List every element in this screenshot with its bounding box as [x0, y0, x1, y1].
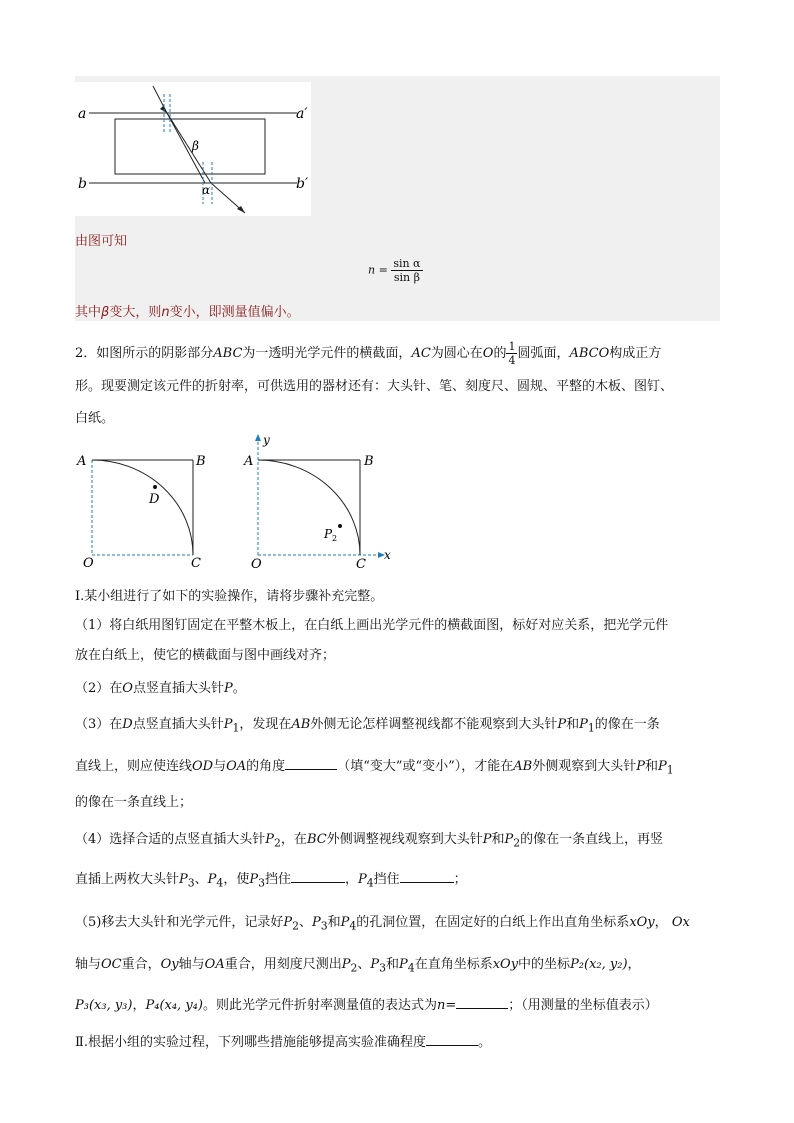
label-beta: β: [192, 139, 199, 153]
blank-p4-blocks[interactable]: [400, 870, 454, 883]
refracted-ray-2: [167, 113, 211, 183]
step4-line2: 直插上两枚大头针$P_3$、$P_4$，使$P_3$挡住 ，$P_4$挡住 ；: [75, 872, 467, 890]
step5-line1: （5)移去大头针和光学元件，记录好$P_2$、$P_3$和$P_4$的孔洞位置，在固定好的白纸上作出直角坐标系xOy， Ox: [75, 915, 690, 933]
blank-n-expression[interactable]: [456, 996, 508, 1009]
label-a-prime: a′: [296, 106, 308, 122]
formula-fraction: $\frac{\text{sin α}}{\text{sin β}}$: [393, 257, 421, 284]
blank-measures[interactable]: [426, 1033, 478, 1046]
part2: Ⅱ.根据小组的实验过程，下列哪些措施能够提高实验准确程度 。: [75, 1035, 491, 1050]
step1-line2: 放在白纸上，使它的横截面与图中画线对齐；: [75, 648, 336, 663]
slab-figure: [75, 82, 311, 216]
formula: n = $\frac{\text{sin α}}{\text{sin β}}$: [368, 257, 421, 284]
step3-line2: 直线上，则应使连线OD与OA的角度 （填“变大”或“变小”），才能在AB外侧观察到大头针P和$P_1$: [75, 759, 674, 777]
label-b: b: [78, 176, 87, 192]
figure-left-svg: [75, 445, 215, 570]
left-label-a: A: [77, 454, 87, 469]
figure-left: [75, 445, 215, 570]
blank-p3-blocks[interactable]: [291, 870, 345, 883]
figure-right: [240, 432, 400, 572]
refracted-ray-1: [167, 113, 205, 183]
right-label-b: B: [364, 454, 374, 469]
left-label-o: O: [83, 556, 94, 570]
q2-line1: 2．如图所示的阴影部分ABC为一透明光学元件的横截面，AC为圆心在O的 $\frac{1}{4}$ 圆弧面，ABCO构成正方: [75, 340, 662, 367]
blank-angle[interactable]: [285, 757, 337, 770]
quarter-fraction: $\frac{1}{4}$: [508, 340, 516, 367]
incident-ray: [153, 86, 167, 113]
point-d: [153, 485, 157, 489]
right-label-o: O: [251, 557, 262, 572]
label-a: a: [78, 106, 87, 122]
part1-heading: I.某小组进行了如下的实验操作，请将步骤补充完整。: [75, 589, 384, 604]
step1-line1: （1）将白纸用图钉固定在平整木板上，在白纸上画出光学元件的横截面图，标好对应关系，把光学元件: [75, 618, 669, 633]
right-label-a: A: [244, 454, 254, 469]
label-alpha: α: [202, 183, 211, 197]
left-label-b: B: [196, 454, 206, 469]
point-p2: [338, 524, 342, 528]
step3-line3: 的像在一条直线上；: [75, 795, 193, 810]
answer-intro: 由图可知: [75, 234, 128, 249]
right-arc: [258, 460, 360, 555]
right-label-p2-sub: 2: [332, 534, 338, 543]
step2: （2）在O点竖直插大头针P。: [75, 681, 246, 696]
left-label-c: C: [191, 556, 201, 570]
step5-line3: P₃(x₃, y₃)，P₄(x₄, y₄)。则此光学元件折射率测量值的表达式为n= ；（用测量的坐标值表示）: [75, 998, 658, 1013]
answer-conclusion: 其中β变大，则n变小，即测量值偏小。: [75, 305, 300, 320]
right-label-p2: P: [324, 527, 333, 541]
q2-line3: 白纸。: [75, 411, 115, 426]
label-b-prime: b′: [296, 176, 309, 192]
step5-line2: 轴与OC重合，Oy轴与OA重合，用刻度尺测出$P_2$、$P_3$和$P_4$在直角坐标系xOy中的坐标P₂(x₂, y₂)，: [75, 957, 641, 975]
q2-line2: 形。现要测定该元件的折射率，可供选用的器材还有：大头针、笔、刻度尺、圆规、平整的木板、图钉、: [75, 379, 674, 394]
left-label-d: D: [149, 492, 160, 507]
glass-slab: [115, 119, 265, 174]
figure-right-svg: [240, 432, 400, 572]
label-x: x: [384, 548, 391, 562]
left-arc: [92, 460, 193, 555]
label-y: y: [263, 433, 270, 447]
slab-diagram: [75, 82, 311, 216]
step3-line1: （3）在D点竖直插大头针$P_1$，发现在AB外侧无论怎样调整视线都不能观察到大头针P和$P_1$的像在一条: [75, 717, 660, 735]
right-label-c: C: [356, 557, 366, 572]
step4-line1: （4）选择合适的点竖直插大头针$P_2$，在BC外侧调整视线观察到大头针P和$P_2$的像在一条直线上，再竖: [75, 832, 664, 850]
